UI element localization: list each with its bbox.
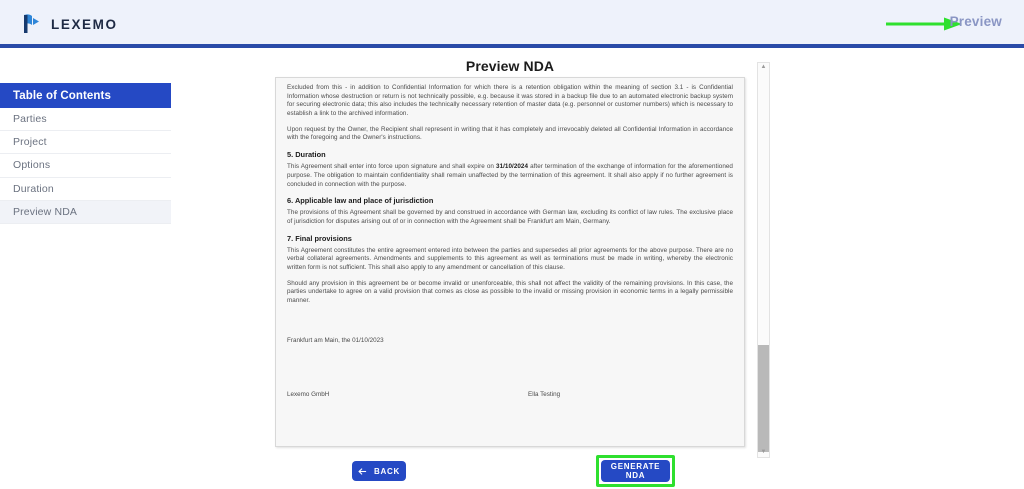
sidebar-item-parties[interactable] <box>0 108 171 131</box>
section-body-final-provisions-1: This Agreement constitutes the entire agreement entered into between the parties and supersedes all prior agreements for the above purpose. There are no verbal collateral agreements. Amendments and supplements to this agreement as well as terminations must be made in writing, whereby the electronic written form is not sufficient. This shall also apply to any amendment or cancellation of this clause. <box>287 246 733 271</box>
sidebar-item-label: Project <box>13 136 47 149</box>
section-heading-duration: 5. Duration <box>287 150 326 160</box>
sidebar-item-label: Duration <box>13 182 54 195</box>
expiry-date: 31/10/2024 <box>496 163 529 171</box>
document-scrollbar-thumb[interactable] <box>758 345 769 452</box>
header-divider <box>0 44 1024 48</box>
sidebar-item-label: Parties <box>13 113 47 126</box>
sidebar-title: Table of Contents <box>0 83 171 108</box>
table-of-contents-sidebar <box>0 83 171 224</box>
page-title: Preview NDA <box>465 58 555 74</box>
generate-nda-button-label: GENERATE NDA <box>610 462 661 480</box>
signature-party-left: Lexemo GmbH <box>287 390 330 398</box>
section-body-duration <box>287 163 733 189</box>
section-body-final-provisions-2: Should any provision in this agreement be or become invalid or unenforceable, this shall not affect the validity of the remaining provisions. In this case, the parties undertake to agree on a valid provision that comes as close as possible to the invalid or missing provision in economic terms in a legally permissible manner. <box>287 279 733 304</box>
brand-name: LEXEMO <box>51 16 118 32</box>
lexemo-logo-icon <box>20 12 42 36</box>
brand-logo[interactable] <box>20 12 118 36</box>
scroll-down-arrow-icon[interactable]: ▼ <box>760 449 767 455</box>
signature-row <box>287 391 733 398</box>
sidebar-item-options[interactable] <box>0 154 171 177</box>
section-heading-final-provisions: 7. Final provisions <box>287 233 352 243</box>
signature-party-right: Ella Testing <box>528 390 561 398</box>
sidebar-item-preview-nda[interactable] <box>0 201 171 224</box>
sidebar-item-label: Preview NDA <box>13 205 78 218</box>
duration-text-before: This Agreement shall enter into force upon signature and shall expire on <box>287 163 497 171</box>
doc-paragraph: Upon request by the Owner, the Recipient shall represent in writing that it has completely and irrevocably deleted all Confidential Information in accordance with the foregoing and the Owner's instructions. <box>287 125 733 142</box>
arrow-left-icon <box>358 467 367 476</box>
nda-document-preview <box>275 77 745 447</box>
duration-text-after: after termination of the exchange of information for the aforementioned purpose. The obligation to maintain confidentiality shall remain unaffected by the termination of this agreement. It shall also apply if no further agreement is concluded in connection with the purpose. <box>287 163 733 188</box>
back-button[interactable] <box>352 461 406 481</box>
back-button-label: BACK <box>374 466 400 476</box>
preview-mode-label: Preview <box>949 14 1002 29</box>
doc-paragraph: Excluded from this - in addition to Confidential Information for which there is a retention obligation within the meaning of section 3.1 - is Confidential Information whose destruction or return is not technically possible, e.g. because it was stored in a backup file due to an automated electronic backup system for securing electronic data; this also includes the technically necessary retention of master data (e.g. personnel or customer numbers) which is necessary to establish a link to the archived information. <box>287 84 733 118</box>
generate-nda-button[interactable] <box>601 460 670 482</box>
app-header <box>0 0 1024 44</box>
sidebar-item-label: Options <box>13 159 51 172</box>
scroll-up-arrow-icon[interactable]: ▲ <box>760 64 767 70</box>
section-heading-applicable-law: 6. Applicable law and place of jurisdiction <box>287 196 434 206</box>
section-body-applicable-law: The provisions of this Agreement shall be governed by and construed in accordance with German law, excluding its conflict of law rules. The exclusive place of jurisdiction for disputes arising out of or in connection with the Agreement shall be Frankfurt am Main, Germany. <box>287 209 733 225</box>
sidebar-item-duration[interactable] <box>0 178 171 201</box>
sidebar-item-project[interactable] <box>0 131 171 154</box>
signature-place-date: Frankfurt am Main, the 01/10/2023 <box>287 336 384 344</box>
